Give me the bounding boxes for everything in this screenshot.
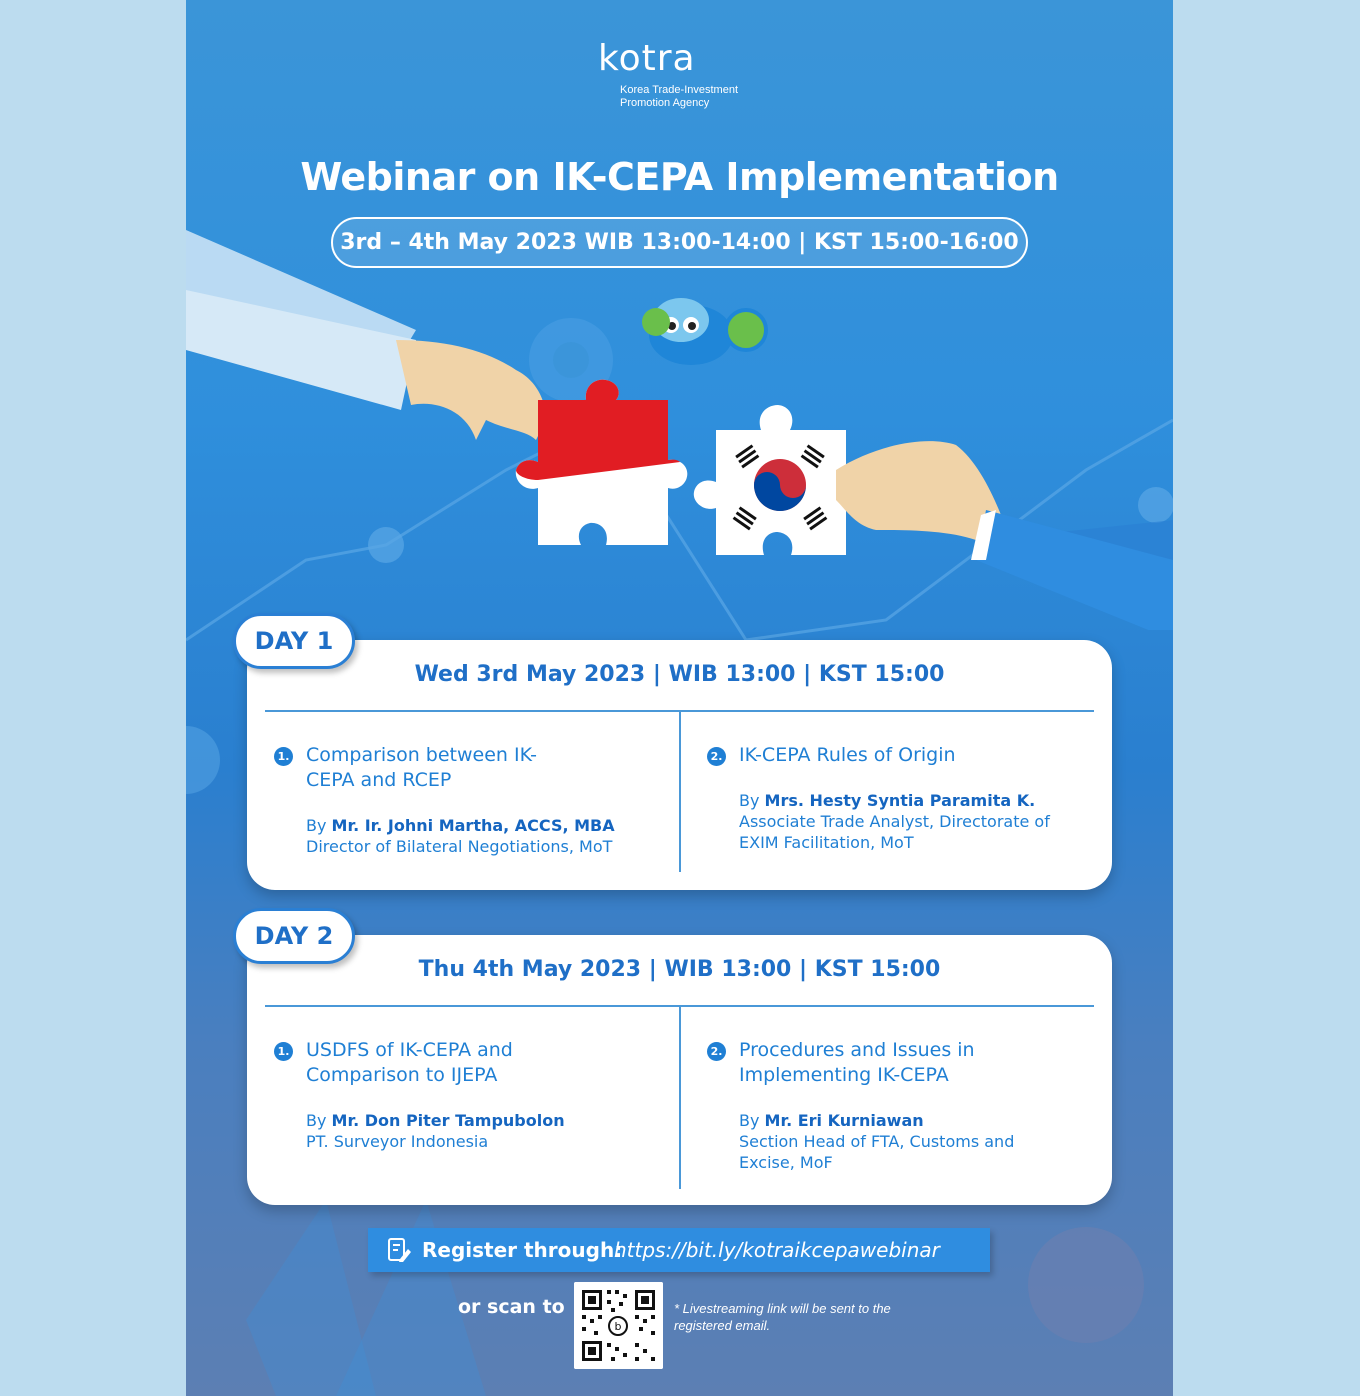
register-label: Register through: [422, 1238, 623, 1262]
day2-badge: DAY 2 [233, 908, 355, 964]
session-number-badge: 1. [274, 1042, 293, 1061]
scan-label: or scan to [458, 1296, 565, 1318]
speaker-name: Mr. Don Piter Tampubolon [331, 1111, 565, 1130]
session-number-badge: 2. [707, 1042, 726, 1061]
speaker-role: Section Head of FTA, Customs and Excise, MoF [739, 1132, 1015, 1172]
livestream-note: * Livestreaming link will be sent to the registered email. [674, 1301, 891, 1333]
day1-card [247, 640, 1112, 890]
registration-qr-code[interactable] [574, 1282, 663, 1369]
speaker-name: Mr. Ir. Johni Martha, ACCS, MBA [331, 816, 615, 835]
speaker-role: PT. Surveyor Indonesia [306, 1132, 489, 1151]
session-title: IK-CEPA Rules of Origin [739, 744, 956, 766]
date-range-pill: 3rd – 4th May 2023 WIB 13:00-14:00 | KST 15:00-16:00 [331, 217, 1028, 268]
logo-subtitle [620, 84, 738, 110]
webinar-poster [186, 0, 1173, 1396]
day2-card [247, 935, 1112, 1205]
svg-text:b: b [614, 1320, 622, 1333]
session-title: USDFS of IK-CEPA and Comparison to IJEPA [306, 1039, 513, 1086]
by-prefix: By [306, 1111, 332, 1130]
register-link[interactable]: https://bit.ly/kotraikcepawebinar [614, 1238, 940, 1262]
day2-date: Thu 4th May 2023 | WIB 13:00 | KST 15:00 [418, 957, 941, 982]
speaker-name: Mrs. Hesty Syntia Paramita K. [764, 791, 1036, 810]
session-title: Comparison between IK-CEPA and RCEP [306, 744, 537, 791]
day2-vertical-divider [679, 1007, 681, 1189]
session-speaker [739, 1110, 1039, 1173]
day1-badge: DAY 1 [233, 613, 355, 669]
puzzle-handshake-illustration [186, 230, 1173, 630]
speaker-name: Mr. Eri Kurniawan [764, 1111, 924, 1130]
session-title: Procedures and Issues in Implementing IK-CEPA [739, 1039, 975, 1086]
speaker-role: Director of Bilateral Negotiations, MoT [306, 837, 613, 856]
session-speaker [306, 815, 686, 857]
form-edit-icon [386, 1237, 412, 1263]
register-banner[interactable] [368, 1228, 990, 1272]
by-prefix: By [306, 816, 332, 835]
speaker-role: Associate Trade Analyst, Directorate of EXIM Facilitation, MoT [739, 812, 1050, 852]
by-prefix: By [739, 791, 765, 810]
by-prefix: By [739, 1111, 765, 1130]
logo-wordmark: kotra [598, 38, 696, 79]
session-speaker [306, 1110, 686, 1152]
logo-subtitle-line2: Promotion Agency [620, 97, 710, 109]
page-title: Webinar on IK-CEPA Implementation [300, 155, 1059, 199]
session-number-badge: 1. [274, 747, 293, 766]
day1-date: Wed 3rd May 2023 | WIB 13:00 | KST 15:00 [414, 662, 945, 687]
session-speaker [739, 790, 1084, 853]
logo-subtitle-line1: Korea Trade-Investment [620, 84, 739, 96]
kotra-logo [598, 38, 798, 118]
session-number-badge: 2. [707, 747, 726, 766]
